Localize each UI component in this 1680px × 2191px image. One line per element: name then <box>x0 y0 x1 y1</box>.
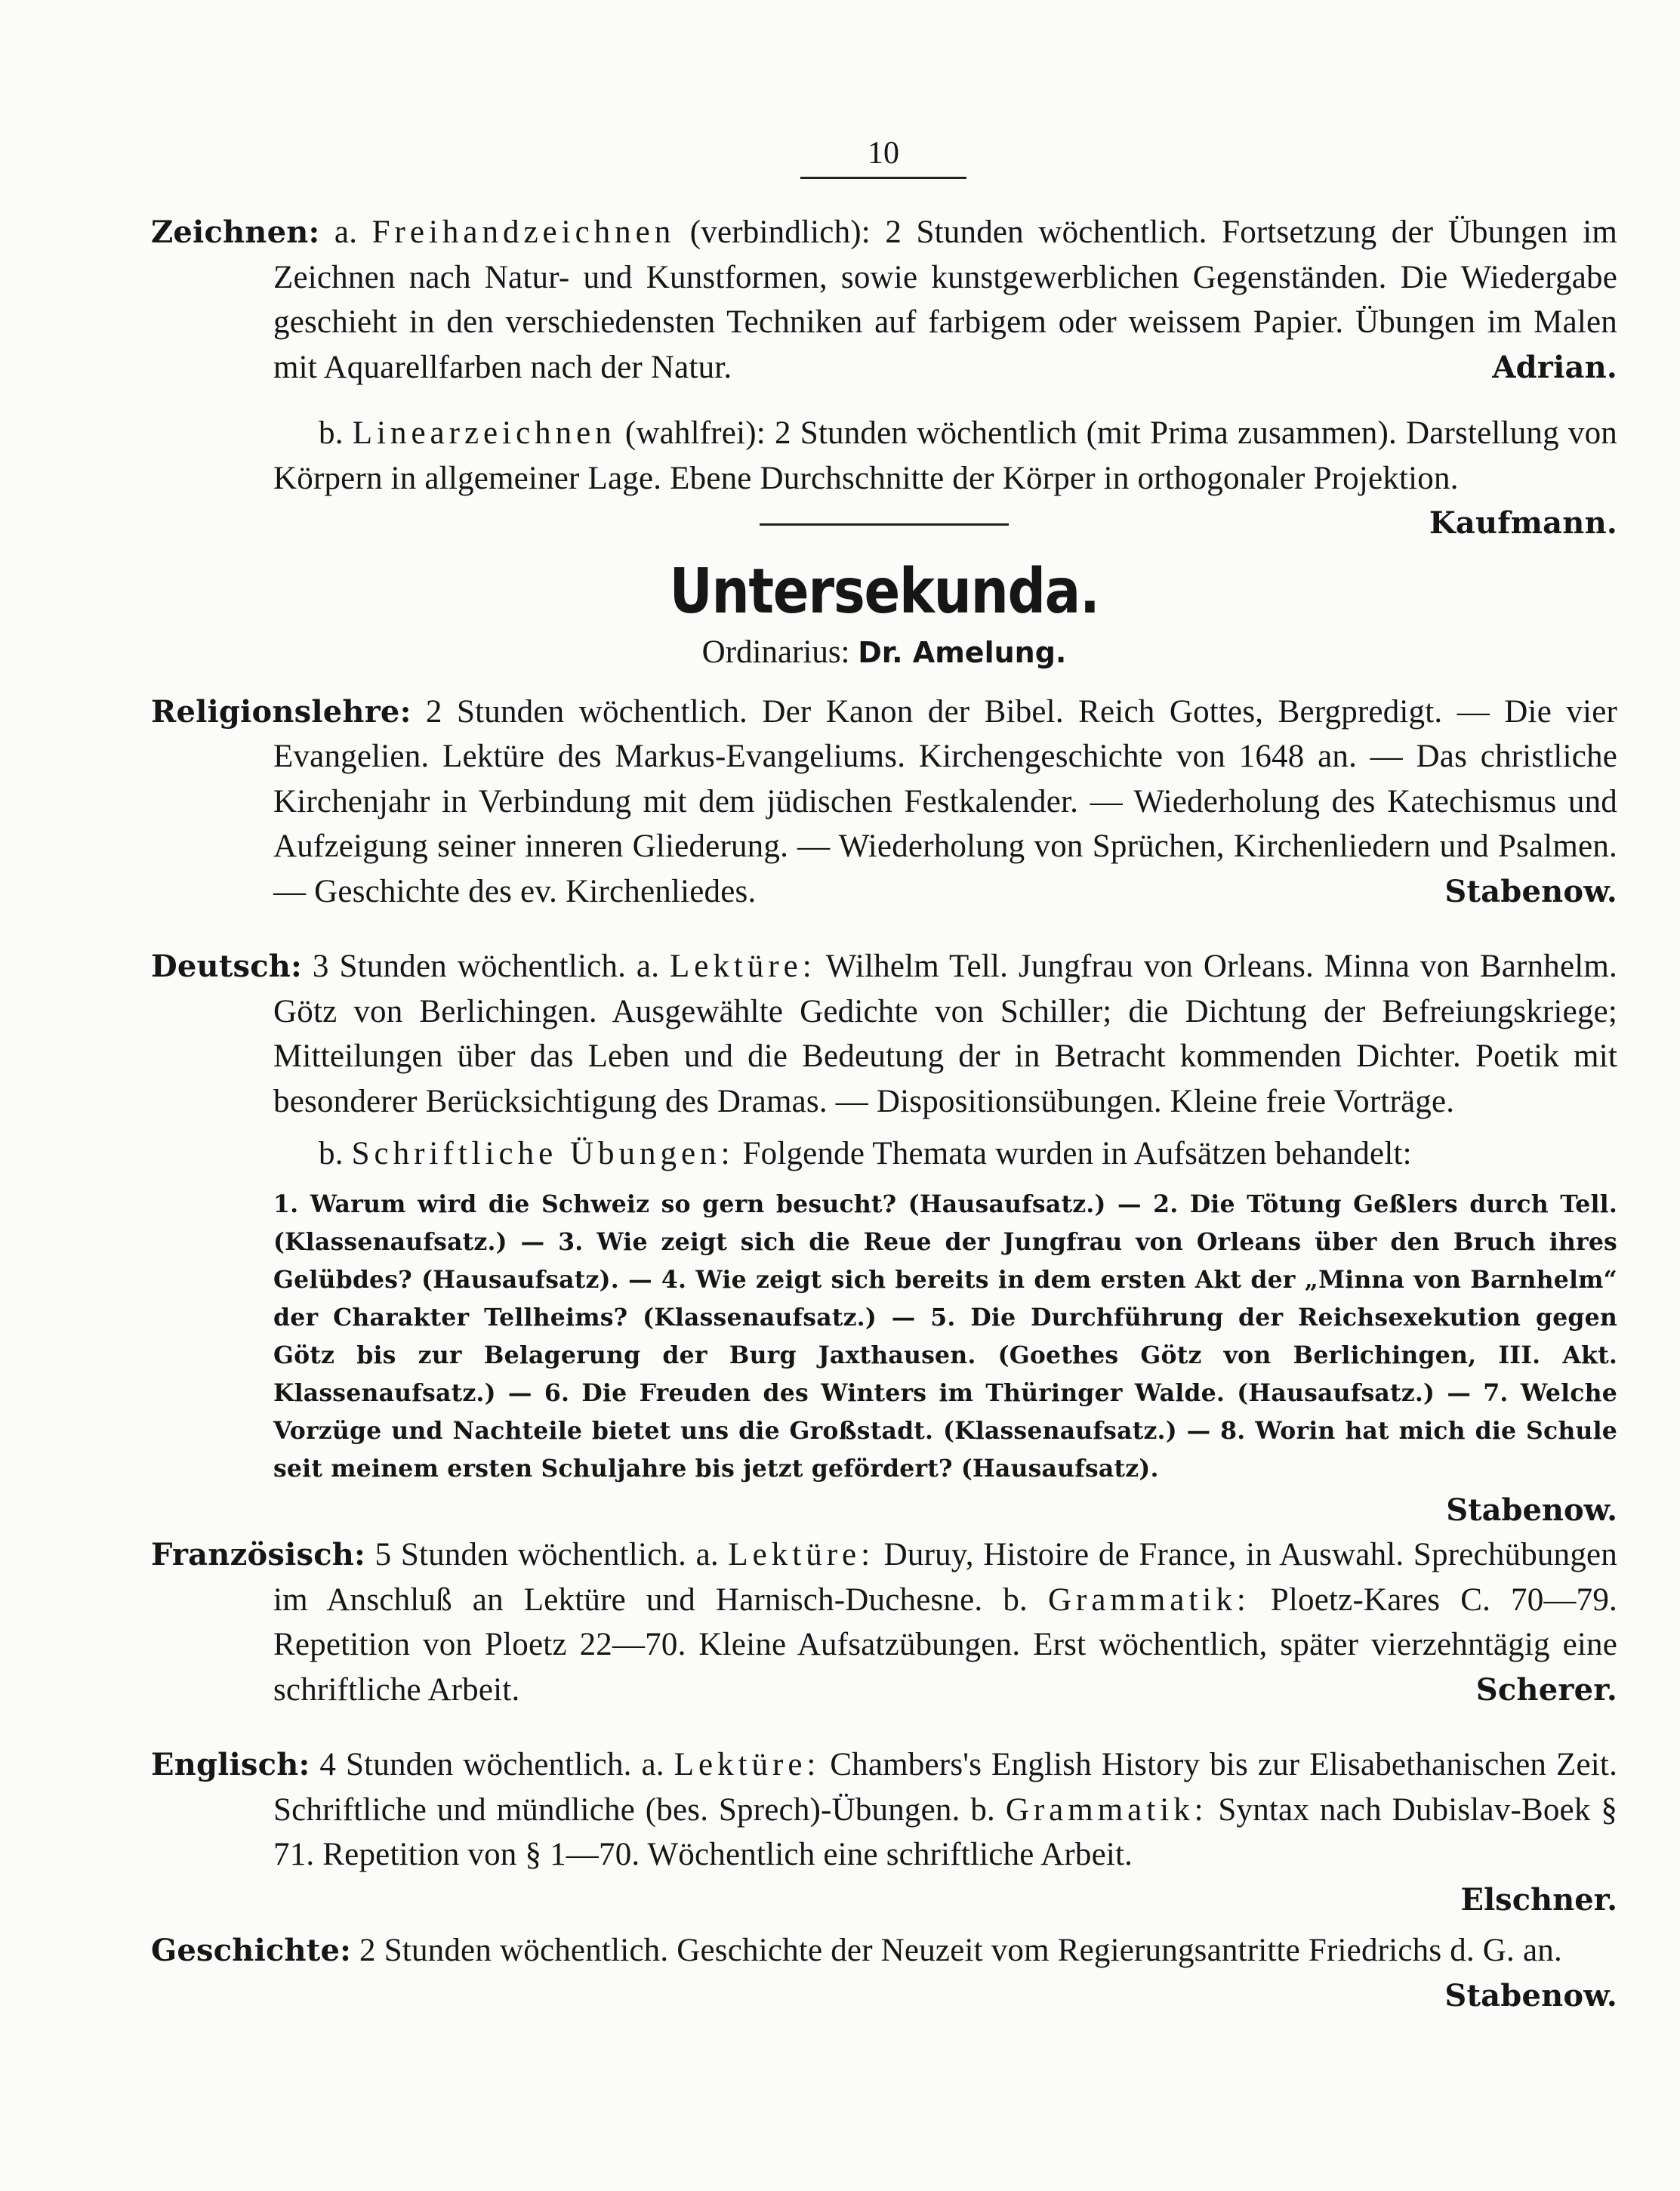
page-number-rule <box>800 177 966 179</box>
page-number: 10 <box>868 136 899 171</box>
deutsch-label: Deutsch: <box>151 949 303 984</box>
geschichte-paragraph <box>151 1928 1617 2014</box>
franzoesisch-intro: 5 Stunden wöchentlich. a. <box>375 1537 719 1572</box>
spacer <box>151 914 1617 944</box>
geschichte-teacher: Stabenow. <box>1444 1977 1617 2014</box>
deutsch-b-paragraph <box>151 1131 1617 1177</box>
zeichnen-b-term: Linearzeichnen <box>352 415 616 451</box>
religion-paragraph <box>151 690 1617 915</box>
deutsch-themes-list: 1. Warum wird die Schweiz so gern besucht? (Hausaufsatz.) — 2. Die Tötung Geßlers durch Tell. (Klassenaufsatz.) — 3. Wie zeigt sich die Reue der Jungfrau von Orleans über den Bruch ihres Gelübdes? (Hausaufsatz). — 4. Wie zeigt sich bereits in dem ersten Akt der „Minna von Barnhelm“ der Charakter Tellheims? (Klassenaufsatz.) — 5. Die Durchführung der Reichsexekution gegen Götz bis zur Belagerung der Burg Jaxthausen. (Goethes Götz von Berlichingen, III. Akt. Klassenaufsatz.) — 6. Die Freuden des Winters im Thüringer Walde. (Hausaufsatz.) — 7. Welche Vorzüge und Nachteile bietet uns die Großstadt. (Klassenaufsatz.) — 8. Worin hat mich die Schule seit meinem ersten Schuljahre bis jetzt gefördert? (Hausaufsatz). <box>273 1190 1617 1483</box>
zeichnen-b-teacher: Kaufmann. <box>1429 505 1617 541</box>
zeichnen-b-prefix: b. <box>319 415 344 451</box>
section-title: Untersekunda. <box>669 556 1099 628</box>
englisch-a-term: Lektüre: <box>674 1747 821 1782</box>
zeichnen-a-paragraph <box>151 210 1617 390</box>
englisch-label: Englisch: <box>151 1747 310 1782</box>
englisch-a-text: Chambers's English History bis zur Elisabethanischen Zeit. Schriftliche und mündliche (bes. Sprech)-Übungen. b. <box>273 1747 1618 1828</box>
deutsch-a-term: Lektüre: <box>670 949 816 984</box>
geschichte-text: 2 Stunden wöchentlich. Geschichte der Neuzeit vom Regierungsantritte Friedrichs d. G. an. <box>359 1933 1562 1968</box>
religion-text: 2 Stunden wöchentlich. Der Kanon der Bibel. Reich Gottes, Bergpredigt. — Die vier Evangelien. Lektüre des Markus-Evangeliums. Kirchengeschichte von 1648 an. — Das christliche Kirchenjahr in Verbindung mit dem jüdischen Festkalender. — Wiederholung des Katechismus und Aufzeigung seiner inneren Gliederung. — Wiederholung von Sprüchen, Kirchenliedern und Psalmen. — Geschichte des ev. Kirchenliedes. <box>273 693 1617 909</box>
franzoesisch-teacher: Scherer. <box>1475 1671 1617 1708</box>
religion-teacher: Stabenow. <box>1444 873 1617 909</box>
deutsch-b-term: Schriftliche Übungen: <box>351 1136 735 1171</box>
englisch-intro: 4 Stunden wöchentlich. a. <box>319 1747 664 1782</box>
franzoesisch-paragraph <box>151 1532 1617 1712</box>
ordinarius-name: Dr. Amelung. <box>858 636 1067 669</box>
deutsch-b-prefix: b. <box>319 1136 344 1171</box>
deutsch-b-text: Folgende Themata wurden in Aufsätzen behandelt: <box>742 1136 1412 1171</box>
englisch-paragraph <box>151 1742 1617 1878</box>
religion-label: Religionslehre: <box>151 693 412 730</box>
deutsch-a-paragraph <box>151 944 1617 1124</box>
zeichnen-a-text: (verbindlich): 2 Stunden wöchentlich. Fortsetzung der Übungen im Zeichnen nach Natur- und Kunstformen, sowie kunstgewerblichen Gegenständen. Die Wiedergabe geschieht in den verschiedensten Techniken auf farbigem oder weissem Papier. Übungen im Malen mit Aquarellfarben nach der Natur. <box>273 214 1617 385</box>
zeichnen-b-text: (wahlfrei): 2 Stunden wöchentlich (mit Prima zusammen). Darstellung von Körpern in allgemeiner Lage. Ebene Durchschnitte der Körper in orthogonaler Projektion. <box>273 415 1618 496</box>
spacer <box>151 390 1617 411</box>
zeichnen-a-teacher: Adrian. <box>1492 349 1617 385</box>
spacer <box>151 1124 1617 1131</box>
englisch-teacher: Elschner. <box>1460 1881 1617 1918</box>
spacer <box>151 1922 1617 1928</box>
deutsch-a-text: Wilhelm Tell. Jungfrau von Orleans. Minna von Barnhelm. Götz von Berlichingen. Ausgewählte Gedichte von Schiller; die Dichtung der Befreiungskriege; Mitteilungen über das Leben und die Bedeutung der in Betracht kommenden Dichter. Poetik mit besonderer Berücksichtigung des Dramas. — Dispositionsübungen. Kleine freie Vorträge. <box>273 949 1618 1119</box>
ordinarius-label: Ordinarius: <box>701 634 850 670</box>
zeichnen-label: Zeichnen: <box>151 214 320 250</box>
geschichte-label: Geschichte: <box>151 1933 352 1968</box>
spacer <box>151 1712 1617 1742</box>
englisch-b-text: Syntax nach Dubislav-Boek § 71. Repetition von § 1—70. Wöchentlich eine schriftliche Arbeit. <box>273 1791 1618 1872</box>
franzoesisch-a-term: Lektüre: <box>728 1537 875 1572</box>
zeichnen-a-term: Freihandzeichnen <box>371 214 676 250</box>
englisch-b-term: Grammatik: <box>1005 1791 1208 1828</box>
franzoesisch-b-text: Ploetz-Kares C. 70—79. Repetition von Ploetz 22—70. Kleine Aufsatzübungen. Erst wöchentlich, später vierzehntägig eine schriftliche Arbeit. <box>273 1582 1617 1708</box>
section-divider <box>760 523 1009 526</box>
deutsch-intro: 3 Stunden wöchentlich. a. <box>312 949 660 984</box>
ordinarius-line <box>151 630 1617 676</box>
franzoesisch-b-term: Grammatik: <box>1048 1582 1250 1618</box>
zeichnen-a-prefix: a. <box>334 214 358 250</box>
franzoesisch-a-text: Duruy, Histoire de France, in Auswahl. Sprechübungen im Anschluß an Lektüre und Harnisch-Duchesne. b. <box>273 1537 1618 1618</box>
franzoesisch-label: Französisch: <box>151 1537 366 1572</box>
page-content <box>151 210 1617 2018</box>
deutsch-teacher: Stabenow. <box>1446 1492 1617 1528</box>
zeichnen-b-paragraph <box>151 411 1618 541</box>
